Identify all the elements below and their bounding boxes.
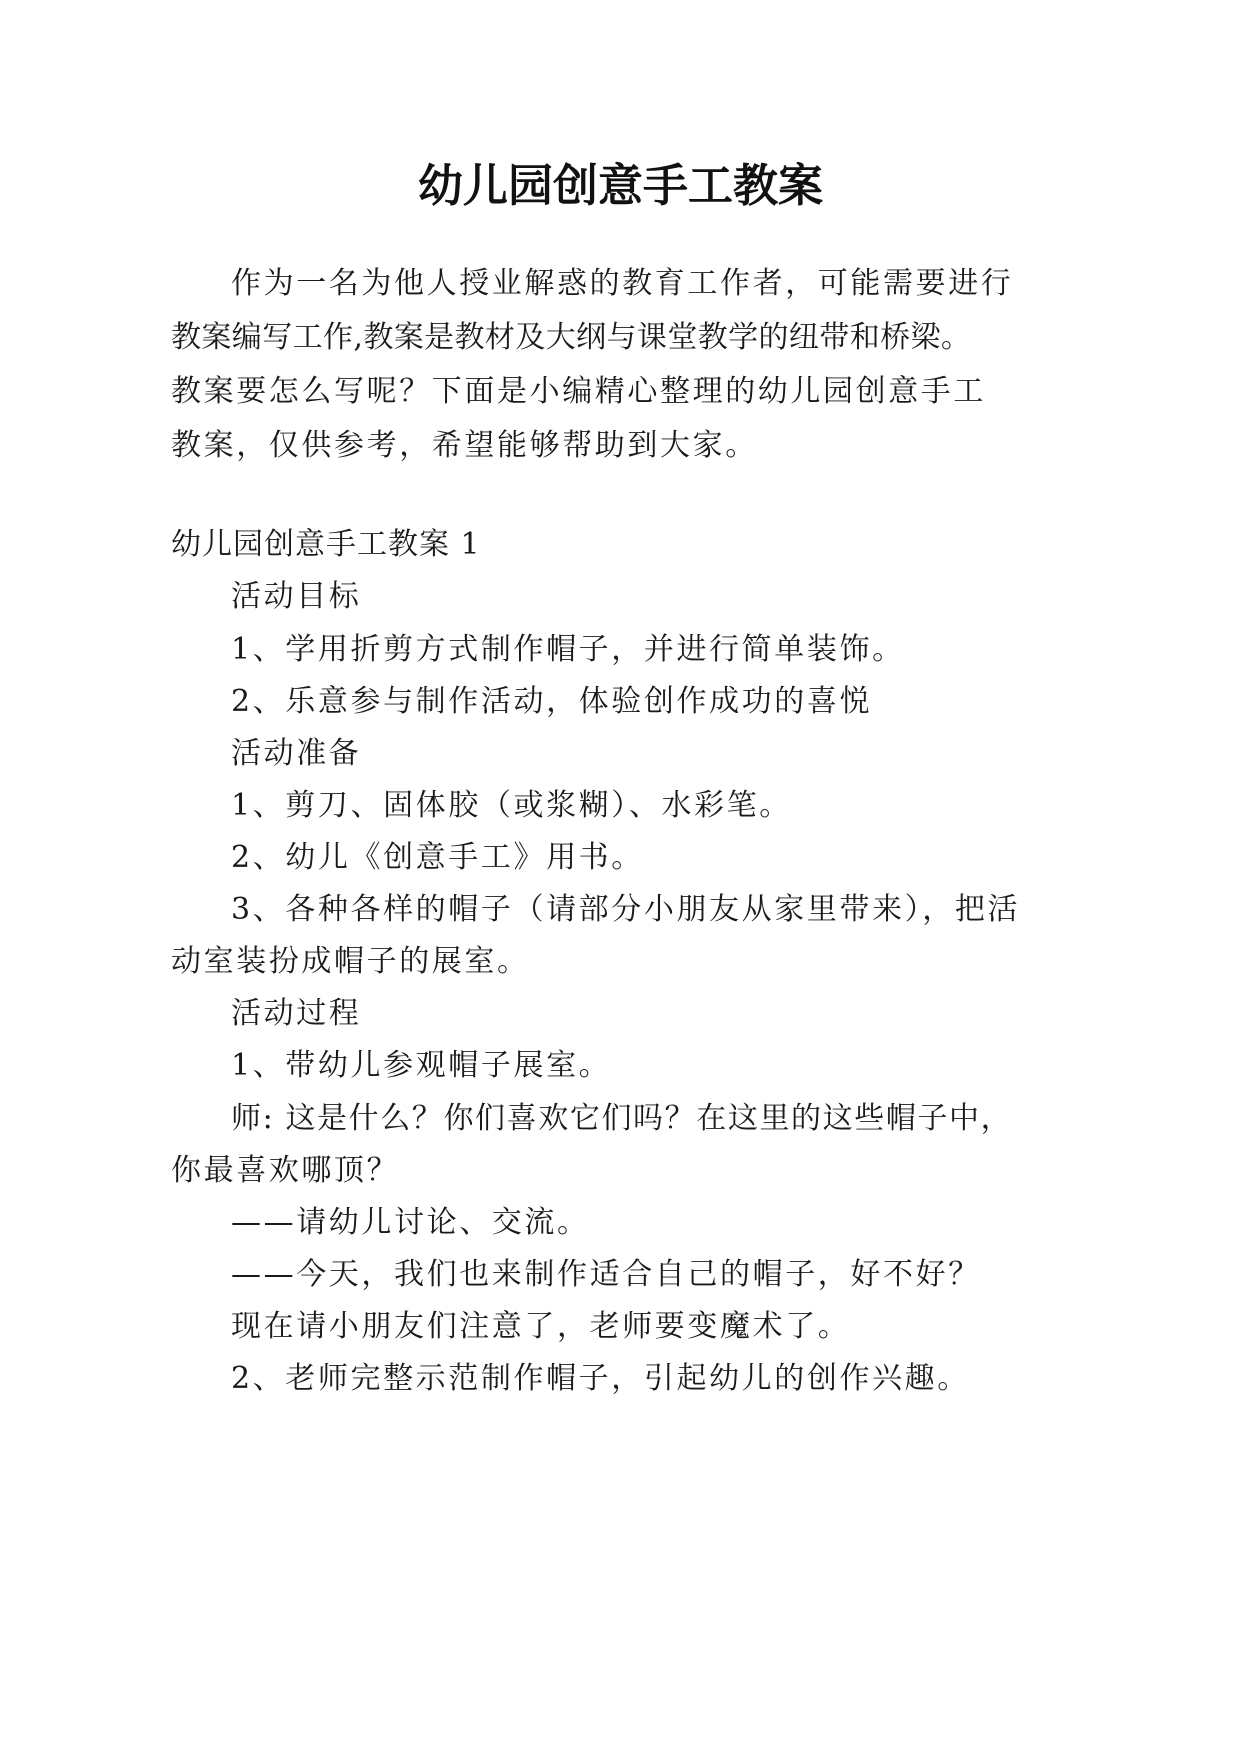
body-line: 2、老师完整示范制作帽子，引起幼儿的创作兴趣。: [231, 1361, 970, 1396]
body-line: ——今天，我们也来制作适合自己的帽子，好不好？: [231, 1257, 981, 1292]
body-line: 你最喜欢哪顶？: [171, 1153, 400, 1188]
intro-line: 教案编写工作,教案是教材及大纲与课堂教学的纽带和桥梁。: [171, 320, 972, 355]
body-line: 1、剪刀、固体胶（或浆糊）、水彩笔。: [231, 788, 792, 823]
body-line: 师: 这是什么？你们喜欢它们吗？在这里的这些帽子中，: [231, 1101, 1013, 1136]
intro-line: 教案，仅供参考，希望能够帮助到大家。: [171, 428, 758, 463]
subheading-activity-prep: 活动准备: [231, 736, 362, 771]
document-title: 幼儿园创意手工教案: [417, 159, 823, 212]
body-line: 1、学用折剪方式制作帽子，并进行简单装饰。: [231, 632, 905, 667]
section-heading: 幼儿园创意手工教案 1: [171, 527, 481, 562]
body-line: ——请幼儿讨论、交流。: [231, 1205, 590, 1240]
intro-line: 教案要怎么写呢？下面是小编精心整理的幼儿园创意手工: [171, 374, 986, 409]
body-line: 现在请小朋友们注意了，老师要变魔术了。: [231, 1309, 851, 1344]
intro-line: 作为一名为他人授业解惑的教育工作者，可能需要进行: [231, 266, 1014, 301]
body-line: 1、带幼儿参观帽子展室。: [231, 1048, 612, 1083]
subheading-activity-goals: 活动目标: [231, 579, 362, 614]
body-line: 动室装扮成帽子的展室。: [171, 944, 530, 979]
subheading-activity-process: 活动过程: [231, 996, 362, 1031]
body-line: 3、各种各样的帽子（请部分小朋友从家里带来），把活: [231, 892, 1021, 927]
body-line: 2、幼儿《创意手工》用书。: [231, 840, 644, 875]
body-line: 2、乐意参与制作活动，体验创作成功的喜悦: [231, 684, 873, 719]
